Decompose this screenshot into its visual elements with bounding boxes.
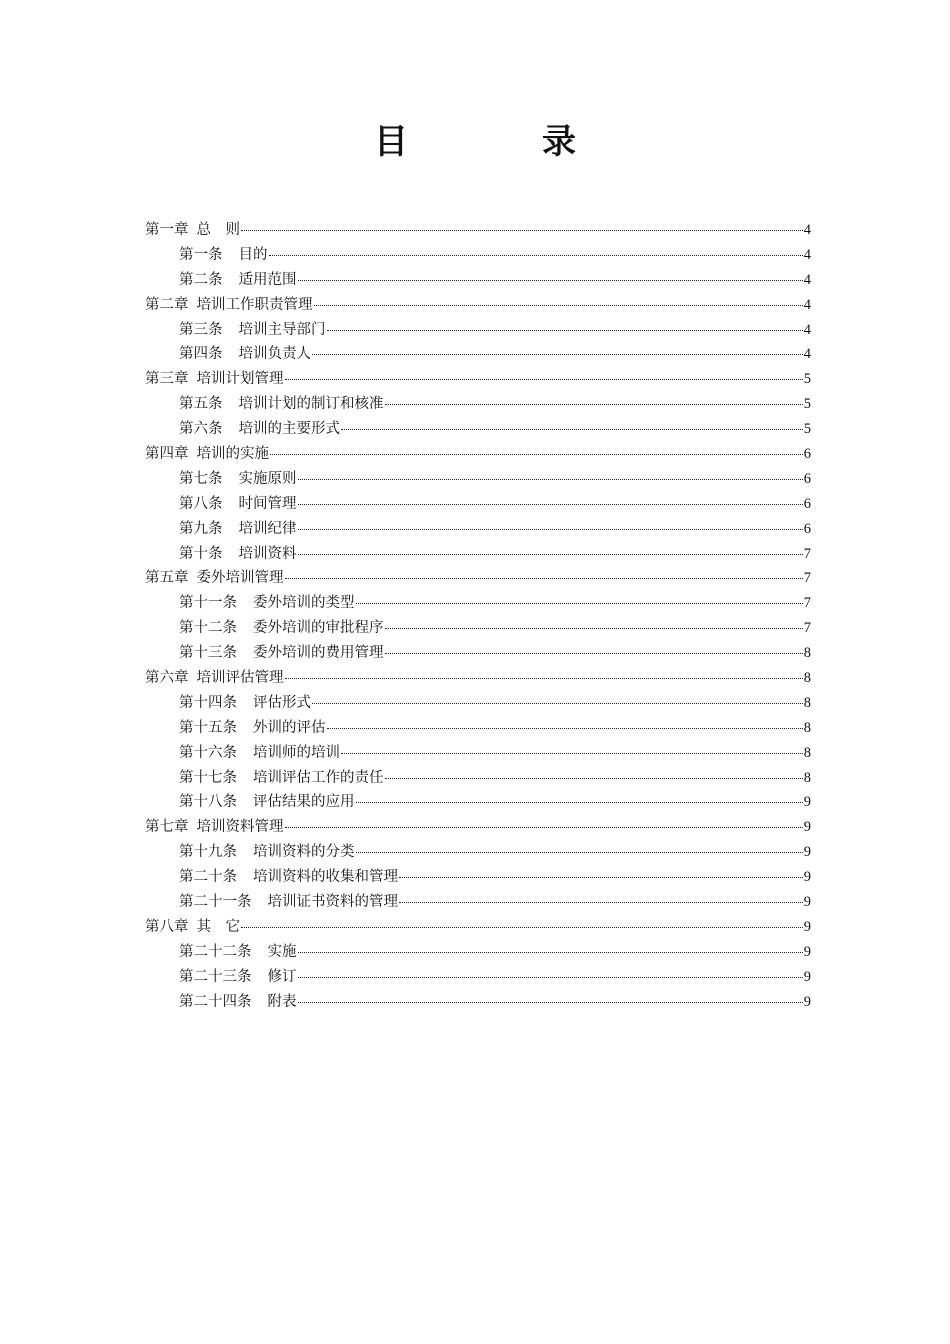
toc-entry-number: 第十九条 xyxy=(179,844,237,861)
toc-dot-leader xyxy=(399,876,803,878)
toc-entry-number: 第十六条 xyxy=(179,744,237,761)
toc-entry-number: 第二十一条 xyxy=(179,894,252,911)
toc-dot-leader xyxy=(270,453,803,455)
toc-entry-title: 培训计划管理 xyxy=(196,371,284,388)
toc-entry-title: 培训工作职责管理 xyxy=(196,296,313,313)
toc-dot-leader xyxy=(312,353,803,355)
toc-entry-title: 培训师的培训 xyxy=(253,744,340,761)
toc-dot-leader xyxy=(298,951,803,953)
toc-dot-leader xyxy=(356,801,803,803)
toc-entry-number: 第八章 xyxy=(145,918,189,935)
toc-page-number: 8 xyxy=(803,645,811,662)
toc-chapter-entry[interactable] xyxy=(145,915,811,940)
toc-entry-number: 第三条 xyxy=(179,321,223,338)
toc-page-number: 9 xyxy=(803,794,811,811)
toc-page-number: 7 xyxy=(803,545,811,562)
toc-entry-title: 委外培训管理 xyxy=(196,570,284,587)
toc-entry-number: 第二十三条 xyxy=(179,968,252,985)
toc-dot-leader xyxy=(241,926,803,928)
toc-article-entry[interactable] xyxy=(145,965,811,990)
toc-page-number: 4 xyxy=(803,271,811,288)
toc-page-number: 7 xyxy=(803,620,811,637)
toc-entry-number: 第九条 xyxy=(179,520,223,537)
toc-dot-leader xyxy=(385,403,803,405)
toc-article-entry[interactable] xyxy=(145,865,811,890)
toc-entry-title: 培训资料管理 xyxy=(196,819,284,836)
toc-dot-leader xyxy=(385,627,803,629)
toc-page-number: 9 xyxy=(803,968,811,985)
toc-page-number: 6 xyxy=(803,520,811,537)
toc-dot-leader xyxy=(285,826,803,828)
toc-dot-leader xyxy=(314,304,803,306)
toc-entry-title: 培训负责人 xyxy=(238,346,311,363)
toc-entry-title: 修订 xyxy=(267,968,297,985)
toc-entry-title: 委外培训的类型 xyxy=(253,595,355,612)
toc-dot-leader xyxy=(312,702,803,704)
toc-entry-number: 第二十二条 xyxy=(179,943,252,960)
toc-chapter-entry[interactable] xyxy=(145,815,811,840)
toc-dot-leader xyxy=(327,727,803,729)
toc-article-entry[interactable] xyxy=(145,492,811,517)
toc-dot-leader xyxy=(385,777,803,779)
toc-chapter-entry[interactable] xyxy=(145,367,811,392)
toc-dot-leader xyxy=(285,577,803,579)
toc-entry-title: 培训评估管理 xyxy=(196,670,284,687)
toc-article-entry[interactable] xyxy=(145,840,811,865)
toc-entry-title: 其 它 xyxy=(196,918,240,935)
toc-page-number: 5 xyxy=(803,396,811,413)
toc-page-number: 4 xyxy=(803,321,811,338)
toc-page-number: 8 xyxy=(803,719,811,736)
toc-dot-leader xyxy=(298,1001,803,1003)
toc-article-entry[interactable] xyxy=(145,392,811,417)
toc-page-number: 9 xyxy=(803,918,811,935)
toc-article-entry[interactable] xyxy=(145,318,811,343)
toc-article-entry[interactable] xyxy=(145,542,811,567)
toc-entry-number: 第七条 xyxy=(179,470,223,487)
toc-article-entry[interactable] xyxy=(145,517,811,542)
toc-page-number: 9 xyxy=(803,819,811,836)
toc-entry-number: 第二十四条 xyxy=(179,993,252,1010)
toc-page-number: 7 xyxy=(803,595,811,612)
toc-article-entry[interactable] xyxy=(145,591,811,616)
toc-entry-number: 第十一条 xyxy=(179,595,237,612)
toc-page-number: 8 xyxy=(803,769,811,786)
toc-dot-leader xyxy=(269,254,803,256)
toc-page-number: 5 xyxy=(803,371,811,388)
toc-page-number: 9 xyxy=(803,943,811,960)
toc-entry-title: 培训主导部门 xyxy=(238,321,326,338)
toc-entry-title: 培训计划的制订和核准 xyxy=(238,396,384,413)
toc-entry-title: 目的 xyxy=(238,246,268,263)
toc-entry-number: 第二条 xyxy=(179,271,223,288)
toc-dot-leader xyxy=(241,229,803,231)
toc-page-number: 9 xyxy=(803,844,811,861)
toc-entry-number: 第八条 xyxy=(179,495,223,512)
toc-entry-number: 第六条 xyxy=(179,421,223,438)
toc-dot-leader xyxy=(327,329,803,331)
toc-entry-title: 评估形式 xyxy=(253,694,311,711)
toc-entry-title: 实施原则 xyxy=(238,470,297,487)
toc-page-number: 6 xyxy=(803,470,811,487)
toc-page-number: 4 xyxy=(803,346,811,363)
toc-article-entry[interactable] xyxy=(145,766,811,791)
toc-entry-number: 第三章 xyxy=(145,371,189,388)
toc-entry-number: 第一条 xyxy=(179,246,223,263)
toc-dot-leader xyxy=(298,478,803,480)
toc-article-entry[interactable] xyxy=(145,641,811,666)
toc-entry-number: 第六章 xyxy=(145,670,189,687)
toc-dot-leader xyxy=(298,528,803,530)
toc-entry-number: 第十四条 xyxy=(179,694,237,711)
toc-dot-leader xyxy=(356,602,803,604)
toc-article-entry[interactable] xyxy=(145,691,811,716)
toc-entry-title: 培训的实施 xyxy=(196,446,269,463)
toc-entry-title: 培训评估工作的责任 xyxy=(253,769,384,786)
toc-entry-number: 第五条 xyxy=(179,396,223,413)
toc-entry-title: 时间管理 xyxy=(238,495,297,512)
toc-dot-leader xyxy=(298,503,803,505)
toc-page-number: 9 xyxy=(803,993,811,1010)
toc-entry-number: 第四章 xyxy=(145,446,189,463)
toc-page-number: 9 xyxy=(803,894,811,911)
toc-entry-title: 总 则 xyxy=(196,222,240,238)
toc-page-number: 6 xyxy=(803,446,811,463)
toc-entry-title: 评估结果的应用 xyxy=(253,794,355,811)
toc-entry-number: 第五章 xyxy=(145,570,189,587)
toc-page-number: 8 xyxy=(803,694,811,711)
toc-article-entry[interactable] xyxy=(145,243,811,268)
toc-article-entry[interactable] xyxy=(145,342,811,367)
toc-entry-number: 第七章 xyxy=(145,819,189,836)
toc-dot-leader xyxy=(298,553,803,555)
toc-chapter-entry[interactable] xyxy=(145,293,811,318)
toc-entry-title: 附表 xyxy=(267,993,297,1010)
toc-chapter-entry[interactable] xyxy=(145,566,811,591)
toc-dot-leader xyxy=(298,976,803,978)
toc-page-number: 8 xyxy=(803,670,811,687)
toc-entry-number: 第十五条 xyxy=(179,719,237,736)
toc-article-entry[interactable] xyxy=(145,790,811,815)
toc-page-number: 6 xyxy=(803,495,811,512)
toc-entry-title: 委外培训的费用管理 xyxy=(253,645,384,662)
toc-entry-number: 第十条 xyxy=(179,545,223,562)
toc-entry-title: 培训的主要形式 xyxy=(238,421,340,438)
toc-page-number: 7 xyxy=(803,570,811,587)
toc-article-entry[interactable] xyxy=(145,741,811,766)
toc-entry-number: 第十八条 xyxy=(179,794,237,811)
toc-dot-leader xyxy=(341,752,803,754)
toc-entry-number: 第二十条 xyxy=(179,869,237,886)
toc-article-entry[interactable] xyxy=(145,268,811,293)
toc-entry-title: 培训资料的收集和管理 xyxy=(253,869,398,886)
toc-entry-title: 培训资料的分类 xyxy=(253,844,355,861)
table-of-contents xyxy=(145,218,811,1015)
toc-dot-leader xyxy=(399,901,803,903)
toc-page-number: 4 xyxy=(803,296,811,313)
toc-entry-number: 第一章 xyxy=(145,222,189,238)
toc-article-entry[interactable] xyxy=(145,716,811,741)
toc-entry-number: 第十二条 xyxy=(179,620,237,637)
toc-entry-number: 第十七条 xyxy=(179,769,237,786)
toc-page-number: 9 xyxy=(803,869,811,886)
toc-dot-leader xyxy=(285,378,803,380)
toc-article-entry[interactable] xyxy=(145,890,811,915)
toc-entry-number: 第十三条 xyxy=(179,645,237,662)
toc-entry-number: 第四条 xyxy=(179,346,223,363)
toc-page-number: 8 xyxy=(803,744,811,761)
toc-chapter-entry[interactable] xyxy=(145,442,811,467)
toc-entry-title: 培训资料 xyxy=(238,545,297,562)
toc-entry-number: 第二章 xyxy=(145,296,189,313)
toc-page-number: 4 xyxy=(803,246,811,263)
toc-article-entry[interactable] xyxy=(145,940,811,965)
toc-dot-leader xyxy=(341,428,803,430)
toc-article-entry[interactable] xyxy=(145,616,811,641)
toc-entry-title: 外训的评估 xyxy=(253,719,326,736)
toc-entry-title: 适用范围 xyxy=(238,271,297,288)
toc-chapter-entry[interactable] xyxy=(145,218,811,243)
page-title: 目 录 xyxy=(374,122,626,162)
toc-dot-leader xyxy=(285,677,803,679)
toc-page-number: 4 xyxy=(803,222,811,238)
toc-article-entry[interactable] xyxy=(145,467,811,492)
toc-entry-title: 委外培训的审批程序 xyxy=(253,620,384,637)
toc-article-entry[interactable] xyxy=(145,990,811,1015)
toc-dot-leader xyxy=(385,652,803,654)
toc-page-number: 5 xyxy=(803,421,811,438)
toc-chapter-entry[interactable] xyxy=(145,666,811,691)
toc-entry-title: 培训证书资料的管理 xyxy=(267,894,398,911)
toc-entry-title: 培训纪律 xyxy=(238,520,297,537)
toc-dot-leader xyxy=(298,279,803,281)
toc-dot-leader xyxy=(356,851,803,853)
toc-entry-title: 实施 xyxy=(267,943,297,960)
toc-article-entry[interactable] xyxy=(145,417,811,442)
